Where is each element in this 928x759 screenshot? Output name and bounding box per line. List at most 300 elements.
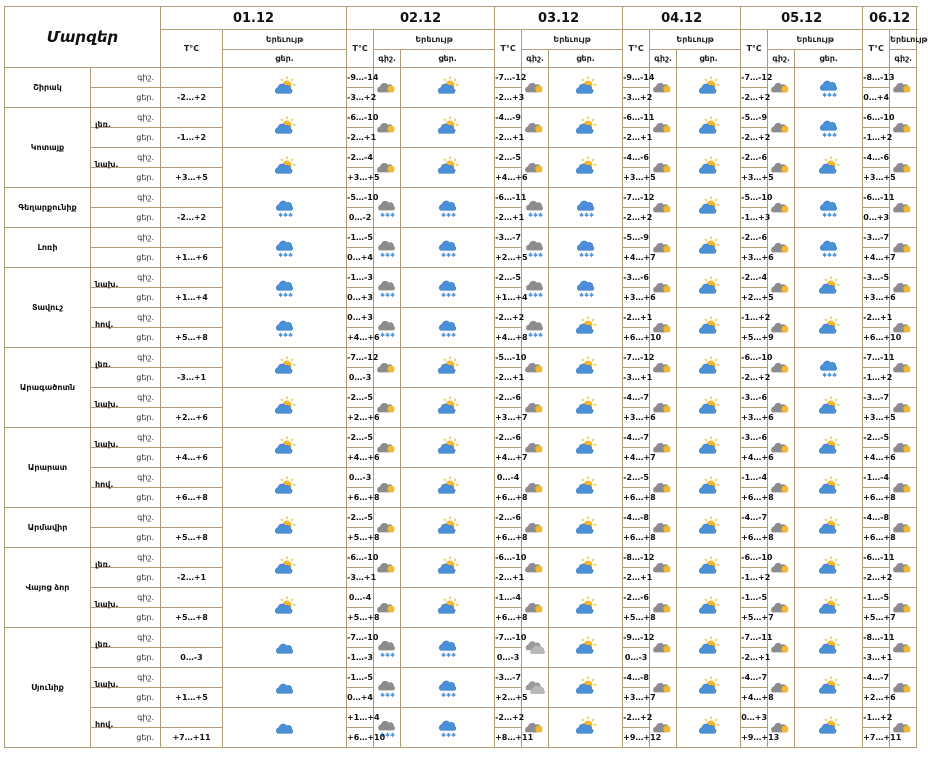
- sun-cloud-icon: [795, 318, 862, 338]
- svg-text:✱✱✱: ✱✱✱: [528, 291, 544, 299]
- svg-text:✱✱✱: ✱✱✱: [380, 691, 396, 699]
- sun-cloud-icon: [549, 598, 622, 618]
- temperature-cell: -6…-10: [741, 348, 768, 368]
- temperature-cell: -7…-10: [495, 628, 522, 648]
- weather-icon-cell: [677, 548, 741, 588]
- temperature-cell: +5…+8: [161, 528, 223, 548]
- weather-icon-cell: [677, 628, 741, 668]
- temperature-cell: [161, 388, 223, 408]
- sun-cloud-icon: [677, 198, 740, 218]
- weather-icon-cell: [223, 508, 347, 548]
- weather-icon-cell: [549, 508, 623, 548]
- time-of-day-label: գիշ.: [137, 513, 155, 522]
- weather-icon-cell: [401, 468, 495, 508]
- time-of-day-cell: [91, 488, 161, 508]
- phenomena-header: Երեւույթ: [890, 30, 917, 50]
- night-header: գիշ.: [650, 50, 677, 68]
- svg-text:✱✱✱: ✱✱✱: [277, 211, 293, 219]
- time-of-day-label: ցեր.: [136, 333, 155, 342]
- sun-cloud-icon: [677, 638, 740, 658]
- time-of-day-cell: [91, 448, 161, 468]
- time-of-day-label: գիշ.: [137, 473, 155, 482]
- time-of-day-cell: [91, 208, 161, 228]
- temperature-cell: 0…-3: [347, 368, 374, 388]
- svg-text:✱✱✱: ✱✱✱: [440, 691, 456, 699]
- time-of-day-cell: [91, 668, 161, 688]
- time-of-day-label: գիշ.: [137, 353, 155, 362]
- table-row: [5, 468, 917, 488]
- temperature-cell: [161, 348, 223, 368]
- cloud-snow-icon: [401, 278, 494, 298]
- temperature-cell: -7…-12: [623, 188, 650, 208]
- region-name: Արարատ: [5, 428, 91, 508]
- cloud-lightning-icon: [768, 638, 794, 658]
- time-of-day-label: ցեր.: [136, 373, 155, 382]
- temperature-cell: +6…+8: [495, 488, 522, 508]
- time-of-day-label: գիշ.: [137, 313, 155, 322]
- zone-label: նախ.: [95, 680, 119, 689]
- sun-cloud-icon: [549, 118, 622, 138]
- temperature-cell: -1…-4: [863, 468, 890, 488]
- weather-icon-cell: [677, 188, 741, 228]
- region-name: Լոռի: [5, 228, 91, 268]
- date-header: 01.12: [161, 7, 347, 30]
- time-of-day-cell: [91, 328, 161, 348]
- time-of-day-cell: [91, 548, 161, 568]
- temperature-cell: -2…+2: [161, 88, 223, 108]
- time-of-day-label: ցեր.: [136, 613, 155, 622]
- temperature-cell: 0…+3: [863, 208, 890, 228]
- sun-cloud-icon: [549, 678, 622, 698]
- temperature-cell: -8…-13: [863, 68, 890, 88]
- temperature-cell: -5…-9: [623, 228, 650, 248]
- sun-cloud-icon: [677, 238, 740, 258]
- weather-icon-cell: [795, 668, 863, 708]
- temperature-cell: -2…-5: [623, 468, 650, 488]
- temperature-cell: +6…+8: [495, 528, 522, 548]
- temperature-cell: +4…+7: [495, 448, 522, 468]
- grey-cloud-snow-icon: [374, 278, 400, 298]
- temperature-cell: +3…+6: [863, 288, 890, 308]
- time-of-day-cell: [91, 168, 161, 188]
- temperature-cell: [161, 468, 223, 488]
- cloud-lightning-icon: [768, 358, 794, 378]
- time-of-day-cell: [91, 728, 161, 748]
- weather-icon-cell: [795, 268, 863, 308]
- temperature-cell: -2…+1: [495, 208, 522, 228]
- weather-icon-cell: [549, 388, 623, 428]
- sun-cloud-icon: [223, 358, 346, 378]
- time-of-day-label: ցեր.: [136, 293, 155, 302]
- temperature-cell: -2…+2: [863, 568, 890, 588]
- temperature-cell: +4…+6: [863, 448, 890, 468]
- weather-icon-cell: [677, 108, 741, 148]
- sun-cloud-icon: [401, 598, 494, 618]
- temperature-cell: -2…+2: [623, 208, 650, 228]
- temperature-cell: -2…+1: [623, 128, 650, 148]
- temperature-cell: +3…+7: [495, 408, 522, 428]
- night-header: գիշ.: [374, 50, 401, 68]
- cloud-lightning-icon: [650, 78, 676, 98]
- weather-icon-cell: [795, 68, 863, 108]
- time-of-day-cell: [91, 688, 161, 708]
- temperature-cell: [161, 428, 223, 448]
- temperature-cell: -3…-7: [495, 668, 522, 688]
- temperature-cell: -4…-8: [623, 668, 650, 688]
- table-row: [5, 668, 917, 688]
- time-of-day-cell: [91, 128, 161, 148]
- time-of-day-cell: [91, 468, 161, 488]
- temperature-cell: -6…-11: [863, 188, 890, 208]
- temperature-cell: 0…+4: [863, 88, 890, 108]
- temperature-cell: -5…-10: [495, 348, 522, 368]
- temperature-cell: +6…+10: [863, 328, 890, 348]
- time-of-day-label: գիշ.: [137, 113, 155, 122]
- sun-cloud-icon: [549, 518, 622, 538]
- temperature-cell: +1…+6: [161, 248, 223, 268]
- svg-text:✱✱✱: ✱✱✱: [528, 331, 544, 339]
- day-header: ցեր.: [677, 50, 741, 68]
- temperature-cell: -6…-11: [623, 108, 650, 128]
- weather-icon-cell: [795, 348, 863, 388]
- temperature-cell: -6…-10: [495, 548, 522, 568]
- weather-icon-cell: [223, 708, 347, 748]
- table-row: [5, 308, 917, 328]
- temperature-cell: +2…+5: [495, 248, 522, 268]
- temperature-cell: +3…+5: [863, 408, 890, 428]
- temperature-cell: -9…-14: [347, 68, 374, 88]
- temperature-cell: +2…+6: [347, 408, 374, 428]
- day-header: ցեր.: [401, 50, 495, 68]
- time-of-day-label: ցեր.: [136, 573, 155, 582]
- temperature-cell: -1…+2: [741, 568, 768, 588]
- table-row: [5, 268, 917, 288]
- cloud-snow-icon: [401, 638, 494, 658]
- temperature-cell: +3…+6: [741, 248, 768, 268]
- temperature-cell: -4…-9: [495, 108, 522, 128]
- cloud-snow-icon: [401, 718, 494, 738]
- temperature-cell: +4…+8: [741, 688, 768, 708]
- temperature-cell: -3…+1: [161, 368, 223, 388]
- svg-text:✱✱✱: ✱✱✱: [821, 251, 837, 259]
- temperature-cell: -4…-8: [863, 508, 890, 528]
- temperature-cell: -3…+1: [863, 648, 890, 668]
- day-header: ցեր.: [549, 50, 623, 68]
- cloud-snow-icon: [549, 238, 622, 258]
- weather-icon-cell: [677, 588, 741, 628]
- temperature-cell: +6…+8: [161, 488, 223, 508]
- temperature-cell: -1…+2: [161, 128, 223, 148]
- sun-cloud-icon: [401, 398, 494, 418]
- sun-cloud-icon: [223, 78, 346, 98]
- cloud-snow-icon: [223, 318, 346, 338]
- temperature-cell: +5…+9: [741, 328, 768, 348]
- forecast-table-wrapper: [4, 6, 928, 748]
- temperature-cell: [161, 548, 223, 568]
- temperature-cell: -1…-4: [495, 588, 522, 608]
- svg-text:✱✱✱: ✱✱✱: [440, 331, 456, 339]
- weather-icon-cell: [677, 388, 741, 428]
- temperature-cell: -2…-5: [347, 508, 374, 528]
- temperature-cell: -2…-6: [623, 588, 650, 608]
- temperature-cell: +6…+8: [863, 488, 890, 508]
- time-of-day-label: ցեր.: [136, 493, 155, 502]
- svg-text:✱✱✱: ✱✱✱: [440, 291, 456, 299]
- temperature-cell: 0…-3: [161, 648, 223, 668]
- cloud-snow-icon: [795, 238, 862, 258]
- temperature-cell: -2…+1: [623, 568, 650, 588]
- weather-icon-cell: [401, 308, 495, 348]
- temperature-cell: -2…-6: [495, 428, 522, 448]
- weather-icon-cell: [795, 148, 863, 188]
- temperature-cell: +9…+13: [741, 728, 768, 748]
- time-of-day-label: ցեր.: [136, 733, 155, 742]
- svg-text:✱✱✱: ✱✱✱: [528, 251, 544, 259]
- temperature-cell: 0…-2: [347, 208, 374, 228]
- time-of-day-cell: [91, 348, 161, 368]
- weather-icon-cell: [795, 708, 863, 748]
- temperature-cell: -6…-10: [347, 548, 374, 568]
- temperature-cell: +5…+7: [863, 608, 890, 628]
- sun-cloud-icon: [401, 478, 494, 498]
- temperature-cell: +6…+10: [347, 728, 374, 748]
- svg-text:✱✱✱: ✱✱✱: [440, 211, 456, 219]
- weather-icon-cell: [223, 348, 347, 388]
- sun-cloud-icon: [677, 278, 740, 298]
- time-of-day-label: գիշ.: [137, 193, 155, 202]
- time-of-day-cell: [91, 88, 161, 108]
- zone-label: լեռ.: [95, 120, 111, 129]
- temperature-cell: +5…+8: [623, 608, 650, 628]
- temperature-cell: -3…-6: [741, 388, 768, 408]
- svg-text:✱✱✱: ✱✱✱: [380, 731, 396, 739]
- temperature-cell: +6…+8: [623, 528, 650, 548]
- date-header: 06.12: [863, 7, 917, 30]
- temperature-cell: [161, 268, 223, 288]
- grey-cloud-snow-icon: [374, 238, 400, 258]
- region-name: Գեղարքունիք: [5, 188, 91, 228]
- temperature-cell: -2…+2: [495, 308, 522, 328]
- temperature-cell: +6…+10: [623, 328, 650, 348]
- table-row: [5, 388, 917, 408]
- time-of-day-label: գիշ.: [137, 153, 155, 162]
- temperature-cell: +4…+6: [741, 448, 768, 468]
- temperature-cell: -1…-5: [863, 588, 890, 608]
- date-header: 02.12: [347, 7, 495, 30]
- phenomena-header: Երեւույթ: [374, 30, 495, 50]
- zone-label: լեռ.: [95, 360, 111, 369]
- temperature-cell: 0…-4: [495, 468, 522, 488]
- time-of-day-label: գիշ.: [137, 233, 155, 242]
- temperature-cell: -7…-12: [347, 348, 374, 368]
- weather-icon-cell: [522, 108, 549, 148]
- svg-text:✱✱✱: ✱✱✱: [380, 651, 396, 659]
- cloud-icon: [223, 638, 346, 658]
- time-of-day-label: ցեր.: [136, 133, 155, 142]
- weather-icon-cell: [401, 668, 495, 708]
- sun-cloud-icon: [677, 558, 740, 578]
- temperature-cell: -2…+1: [863, 308, 890, 328]
- sun-cloud-icon: [795, 278, 862, 298]
- sun-cloud-icon: [401, 118, 494, 138]
- temperature-cell: -3…-7: [495, 228, 522, 248]
- weather-icon-cell: [795, 628, 863, 668]
- temperature-cell: -1…+2: [863, 708, 890, 728]
- temperature-cell: -5…-10: [347, 188, 374, 208]
- weather-icon-cell: [795, 548, 863, 588]
- zone-label: լեռ.: [95, 640, 111, 649]
- temperature-cell: +3…+6: [623, 408, 650, 428]
- zone-label: նախ.: [95, 440, 119, 449]
- time-of-day-cell: [91, 108, 161, 128]
- sun-cloud-icon: [795, 678, 862, 698]
- svg-text:✱✱✱: ✱✱✱: [821, 371, 837, 379]
- temperature-cell: -1…-5: [347, 668, 374, 688]
- cloud-snow-icon: [401, 318, 494, 338]
- sun-cloud-icon: [677, 118, 740, 138]
- cloud-snow-icon: [223, 278, 346, 298]
- temperature-cell: +2…+6: [863, 688, 890, 708]
- cloud-snow-icon: [795, 78, 862, 98]
- temperature-cell: +4…+6: [347, 448, 374, 468]
- time-of-day-label: ցեր.: [136, 253, 155, 262]
- time-of-day-label: գիշ.: [137, 273, 155, 282]
- region-name: Արագածոտն: [5, 348, 91, 428]
- sun-cloud-icon: [223, 438, 346, 458]
- temperature-cell: -4…-7: [623, 388, 650, 408]
- sun-cloud-icon: [549, 438, 622, 458]
- sun-cloud-icon: [401, 358, 494, 378]
- temperature-cell: -4…-7: [741, 508, 768, 528]
- date-header: 04.12: [623, 7, 741, 30]
- time-of-day-label: ցեր.: [136, 413, 155, 422]
- cloud-snow-icon: [795, 118, 862, 138]
- temperature-cell: -2…+2: [495, 708, 522, 728]
- region-name: Սյունիք: [5, 628, 91, 748]
- weather-icon-cell: [374, 668, 401, 708]
- zone-label: հով.: [95, 480, 114, 489]
- temperature-cell: +4…+7: [863, 248, 890, 268]
- temperature-cell: -2…+1: [495, 128, 522, 148]
- temperature-cell: -4…-6: [863, 148, 890, 168]
- weather-icon-cell: [795, 508, 863, 548]
- temperature-cell: -2…+2: [741, 128, 768, 148]
- weather-icon-cell: [223, 108, 347, 148]
- temperature-cell: -7…-10: [347, 628, 374, 648]
- temperature-cell: -8…-11: [863, 628, 890, 648]
- weather-icon-cell: [401, 388, 495, 428]
- weather-icon-cell: [549, 228, 623, 268]
- temperature-cell: +7…+11: [863, 728, 890, 748]
- zone-label: նախ.: [95, 600, 119, 609]
- temperature-cell: -3…+2: [347, 88, 374, 108]
- cloud-lightning-icon: [650, 638, 676, 658]
- temperature-cell: -7…-12: [741, 68, 768, 88]
- cloud-snow-icon: [223, 238, 346, 258]
- time-of-day-label: գիշ.: [137, 713, 155, 722]
- temperature-cell: -2…-5: [863, 428, 890, 448]
- temperature-cell: +3…+5: [623, 168, 650, 188]
- sun-cloud-icon: [677, 318, 740, 338]
- svg-text:✱✱✱: ✱✱✱: [821, 131, 837, 139]
- sun-cloud-icon: [223, 158, 346, 178]
- weather-icon-cell: [223, 228, 347, 268]
- temperature-cell: -2…-5: [495, 268, 522, 288]
- temperature-cell: -2…+2: [623, 708, 650, 728]
- weather-icon-cell: [401, 108, 495, 148]
- temp-header: T°C: [347, 30, 374, 68]
- table-row: [5, 428, 917, 448]
- weather-icon-cell: [401, 188, 495, 228]
- weather-icon-cell: [401, 428, 495, 468]
- time-of-day-cell: [91, 288, 161, 308]
- temperature-cell: -2…+1: [495, 368, 522, 388]
- time-of-day-cell: [91, 388, 161, 408]
- temperature-cell: [161, 188, 223, 208]
- temp-header: T°C: [161, 30, 223, 68]
- temperature-cell: +1…+4: [347, 708, 374, 728]
- cloud-snow-icon: [401, 238, 494, 258]
- temperature-cell: 0…+3: [347, 308, 374, 328]
- weather-icon-cell: [223, 548, 347, 588]
- temperature-cell: -7…-11: [863, 348, 890, 368]
- weather-icon-cell: [795, 588, 863, 628]
- sun-cloud-icon: [549, 478, 622, 498]
- temperature-cell: +4…+7: [623, 248, 650, 268]
- weather-icon-cell: [795, 468, 863, 508]
- cloud-lightning-icon: [650, 558, 676, 578]
- svg-text:✱✱✱: ✱✱✱: [578, 291, 594, 299]
- time-of-day-cell: [91, 308, 161, 328]
- time-of-day-label: ցեր.: [136, 653, 155, 662]
- weather-icon-cell: [795, 428, 863, 468]
- table-row: [5, 548, 917, 568]
- weather-icon-cell: [223, 188, 347, 228]
- temperature-cell: -2…-6: [495, 508, 522, 528]
- temperature-cell: +6…+8: [863, 528, 890, 548]
- temperature-cell: -2…+1: [623, 308, 650, 328]
- temperature-cell: +6…+8: [623, 488, 650, 508]
- temperature-cell: 0…+3: [741, 708, 768, 728]
- sun-cloud-icon: [795, 478, 862, 498]
- sun-cloud-icon: [795, 158, 862, 178]
- temperature-cell: +3…+5: [741, 168, 768, 188]
- sun-cloud-icon: [401, 558, 494, 578]
- temperature-cell: -1…+2: [863, 368, 890, 388]
- weather-icon-cell: [223, 468, 347, 508]
- weather-icon-cell: [549, 628, 623, 668]
- temperature-cell: -4…-7: [623, 428, 650, 448]
- time-of-day-cell: [91, 608, 161, 628]
- weather-icon-cell: [223, 588, 347, 628]
- temperature-cell: +4…+6: [347, 328, 374, 348]
- weather-icon-cell: [549, 428, 623, 468]
- temperature-cell: [161, 108, 223, 128]
- temperature-cell: [161, 68, 223, 88]
- cloud-icon: [223, 718, 346, 738]
- phenomena-header: Երեւույթ: [522, 30, 623, 50]
- weather-icon-cell: [549, 148, 623, 188]
- time-of-day-cell: [91, 588, 161, 608]
- weather-icon-cell: [677, 468, 741, 508]
- date-header: 05.12: [741, 7, 863, 30]
- weather-icon-cell: [374, 228, 401, 268]
- sun-cloud-icon: [223, 518, 346, 538]
- sun-cloud-icon: [223, 598, 346, 618]
- temperature-cell: -1…-4: [741, 468, 768, 488]
- sun-cloud-icon: [549, 638, 622, 658]
- sun-cloud-icon: [795, 598, 862, 618]
